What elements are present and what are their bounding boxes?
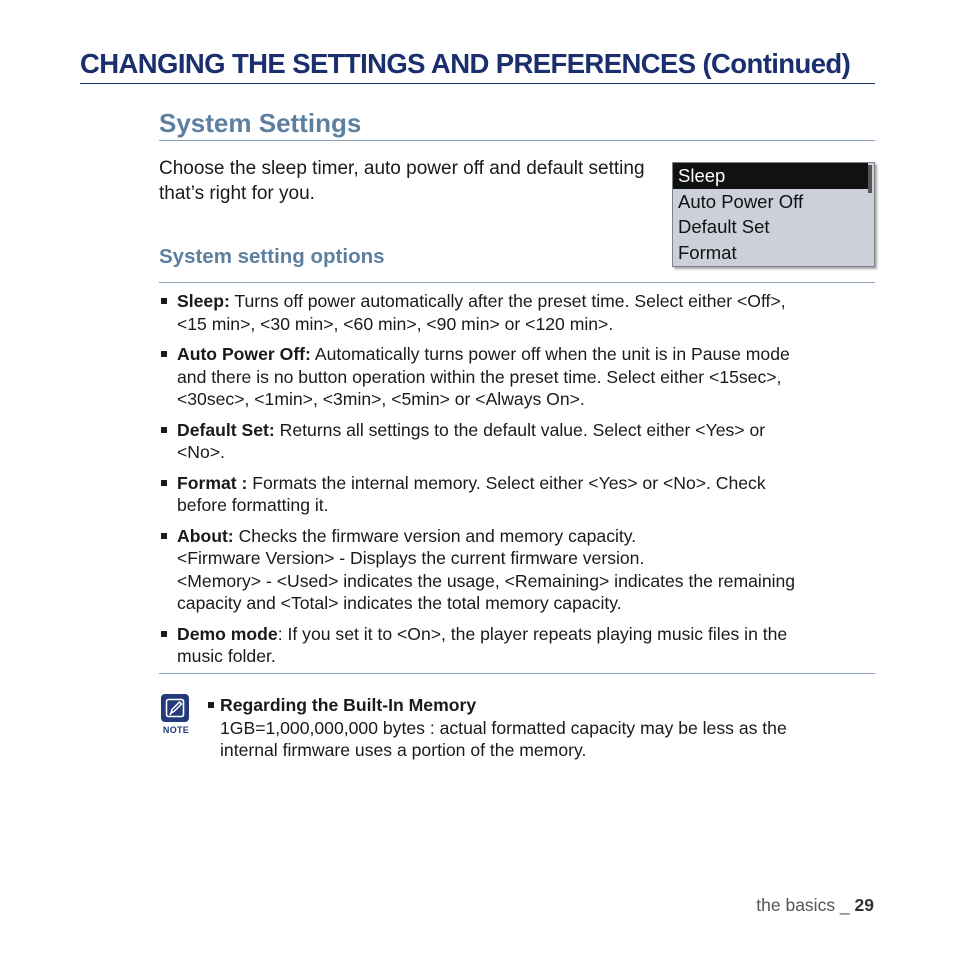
menu-item-format: Format [678, 241, 737, 263]
option-desc: : If you set it to <On>, the player repeats playing music files in the [277, 623, 788, 644]
option-item-format [159, 472, 875, 517]
option-desc: <No>. [177, 442, 225, 462]
option-desc: <Memory> - <Used> indicates the usage, <Remaining> indicates the remaining [177, 570, 796, 591]
bullet-square-icon [161, 533, 167, 539]
note-body-line: internal firmware uses a portion of the memory. [220, 740, 587, 760]
page-number: 29 [854, 895, 874, 915]
option-desc: <Firmware Version> - Displays the current firmware version. [177, 548, 645, 568]
option-item-sleep [159, 290, 875, 335]
menu-item-auto-power-off: Auto Power Off [678, 190, 804, 212]
option-desc: Checks the firmware version and memory capacity. [238, 525, 637, 546]
option-desc: capacity and <Total> indicates the total memory capacity. [177, 593, 622, 613]
section-title: System Settings [159, 108, 875, 141]
menu-item-default-set: Default Set [678, 216, 770, 237]
bullet-square-icon [161, 480, 167, 486]
note-label: NOTE [162, 725, 190, 735]
bullet-square-icon [161, 298, 167, 304]
page-footer [756, 895, 874, 916]
note-text [207, 694, 875, 762]
menu-item-sleep: Sleep [673, 163, 868, 189]
bullet-square-icon [161, 351, 167, 357]
option-item-demo-mode [159, 623, 875, 668]
page-title: CHANGING THE SETTINGS AND PREFERENCES (Continued) [80, 48, 875, 84]
note-badge [159, 694, 193, 740]
options-bottom-divider [159, 673, 875, 674]
option-desc: music folder. [177, 646, 276, 666]
option-item-about [159, 525, 875, 615]
option-desc: Returns all settings to the default value. Select either <Yes> or [279, 419, 766, 440]
note-pencil-icon [161, 694, 189, 722]
option-desc: Automatically turns power off when the unit is in Pause mode [314, 344, 790, 364]
note-heading [207, 694, 875, 717]
options-list [159, 290, 875, 676]
option-term: Format : [177, 472, 248, 493]
option-term: Demo mode [177, 623, 278, 644]
option-desc: before formatting it. [177, 495, 329, 515]
option-term: About: [177, 525, 234, 546]
bullet-square-icon [208, 702, 214, 708]
option-desc: <15 min>, <30 min>, <60 min>, <90 min> or <120 min>. [177, 313, 614, 334]
settings-menu-screenshot [672, 162, 875, 267]
intro-text: Choose the sleep timer, auto power off and default setting that’s right for you. [159, 158, 645, 204]
option-desc: and there is no button operation within the preset time. Select either <15sec>, [177, 366, 782, 387]
option-item-default-set [159, 419, 875, 464]
options-title: System setting options [159, 245, 385, 268]
menu-scrollbar [868, 165, 872, 193]
option-desc: Formats the internal memory. Select either <Yes> or <No>. Check [252, 472, 766, 493]
bullet-square-icon [161, 427, 167, 433]
option-desc: Turns off power automatically after the preset time. Select either <Off>, [234, 291, 786, 311]
bullet-square-icon [161, 631, 167, 637]
note-body-line: 1GB=1,000,000,000 bytes : actual formatted capacity may be less as the [220, 717, 787, 738]
option-desc: <30sec>, <1min>, <3min>, <5min> or <Always On>. [177, 389, 585, 409]
footer-section: the basics _ [756, 895, 855, 915]
option-item-auto-power-off [159, 343, 875, 411]
option-term: Auto Power Off: [177, 344, 311, 364]
note-heading-text: Regarding the Built-In Memory [220, 695, 477, 715]
option-term: Default Set: [177, 419, 275, 440]
option-term: Sleep: [177, 291, 230, 311]
options-top-divider [159, 282, 875, 283]
